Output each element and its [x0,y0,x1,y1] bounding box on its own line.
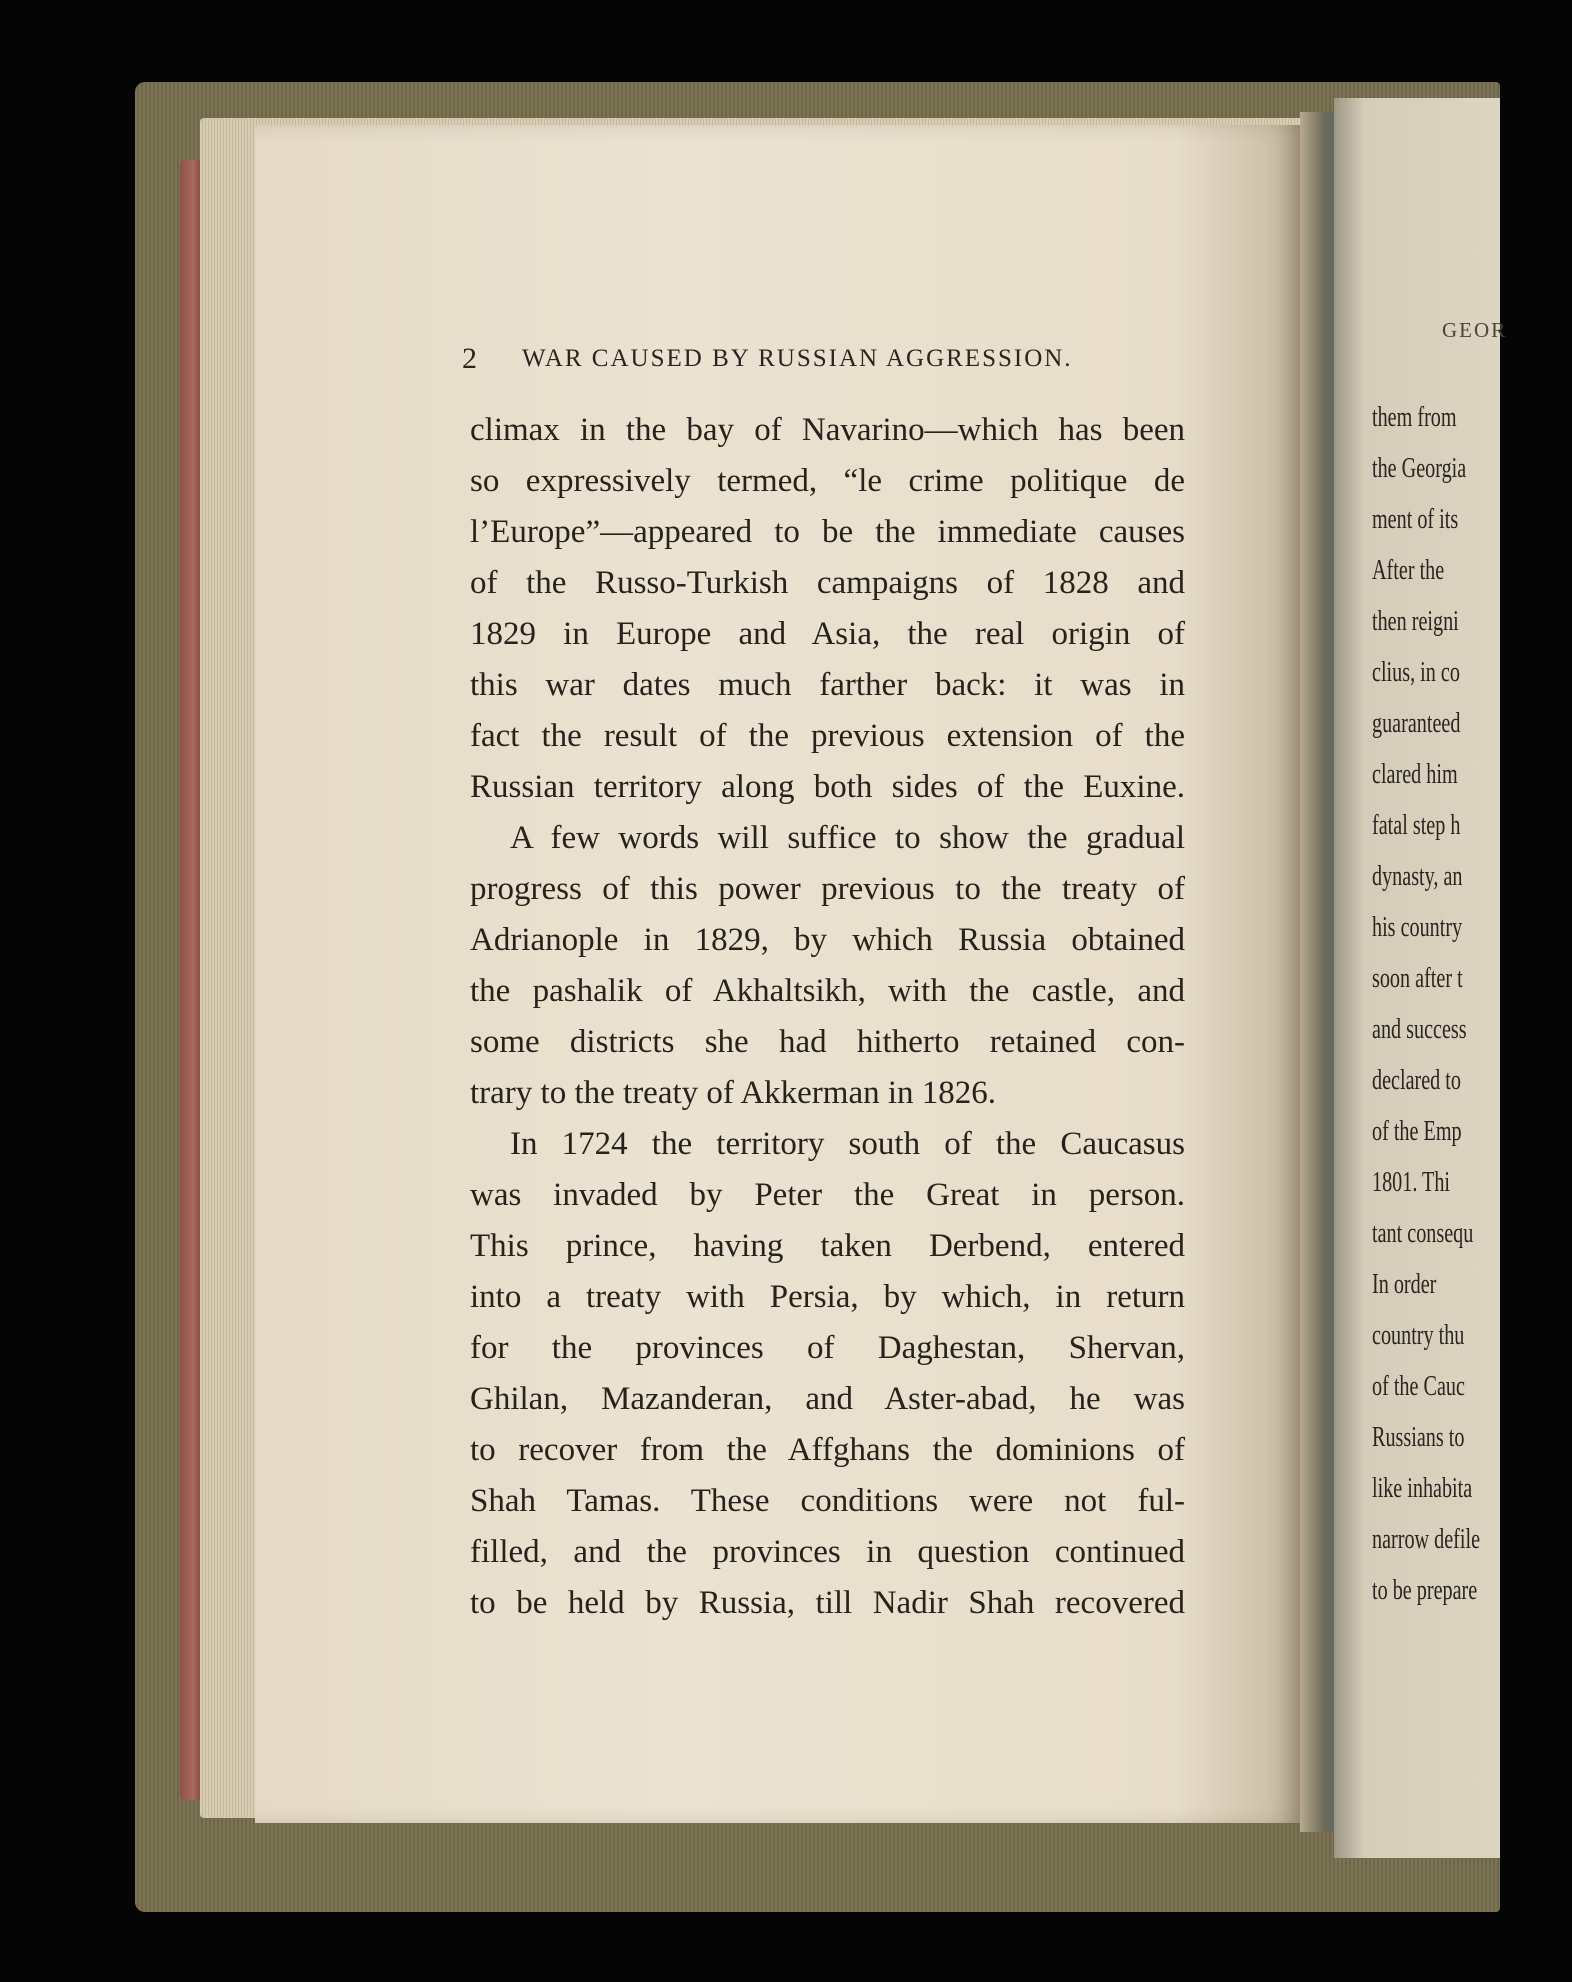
right-text-line: After the [1372,555,1445,586]
cover-edge [180,160,202,1800]
text-line: Adrianople in 1829, by which Russia obtained [470,922,1185,958]
right-text-line: of the Emp [1372,1116,1462,1147]
right-text-line: ment of its [1372,504,1459,535]
text-line: for the provinces of Daghestan, Shervan, [470,1330,1185,1366]
page-number: 2 [462,342,477,375]
right-text-line: fatal step h [1372,810,1461,841]
text-line: so expressively termed, “le crime politique de [470,463,1185,499]
text-line: A few words will suffice to show the gradual [510,820,1185,856]
text-line: l’Europe”—appeared to be the immediate causes [470,514,1185,550]
body-text [470,405,1185,1629]
right-text-line: declared to [1372,1065,1461,1096]
text-line: Shah Tamas. These conditions were not ful- [470,1483,1185,1519]
right-text-line: them from [1372,402,1457,433]
right-page-text [1372,392,1572,1616]
right-text-line: the Georgia [1372,453,1467,484]
text-line: filled, and the provinces in question continued [470,1534,1185,1570]
right-text-line: 1801. Thi [1372,1167,1451,1198]
right-text-line: Russians to [1372,1422,1465,1453]
text-line: 1829 in Europe and Asia, the real origin of [470,616,1185,652]
right-text-line: tant consequ [1372,1218,1474,1249]
right-text-line: clared him [1372,759,1458,790]
text-line: this war dates much farther back: it was in [470,667,1185,703]
text-line: into a treaty with Persia, by which, in return [470,1279,1185,1315]
right-text-line: like inhabita [1372,1473,1473,1504]
text-line: some districts she had hitherto retained con- [470,1024,1185,1060]
right-text-line: In order [1372,1269,1437,1300]
right-text-line: then reigni [1372,606,1459,637]
right-text-line: dynasty, an [1372,861,1463,892]
right-text-line: guaranteed [1372,708,1461,739]
right-text-line: country thu [1372,1320,1465,1351]
right-text-line: and success [1372,1014,1467,1045]
text-line: Ghilan, Mazanderan, and Aster-abad, he was [470,1381,1185,1417]
text-line: of the Russo-Turkish campaigns of 1828 and [470,565,1185,601]
text-line: progress of this power previous to the treaty of [470,871,1185,907]
text-line: This prince, having taken Derbend, entered [470,1228,1185,1264]
text-line: climax in the bay of Navarino—which has been [470,412,1185,448]
text-line: trary to the treaty of Akkerman in 1826. [470,1075,997,1111]
right-running-head: GEOR [1442,318,1508,342]
text-line: to recover from the Affghans the dominions of [470,1432,1185,1468]
running-head: WAR CAUSED BY RUSSIAN AGGRESSION. [522,345,1073,372]
right-text-line: clius, in co [1372,657,1460,688]
right-text-line: narrow defile [1372,1524,1481,1555]
right-text-line: to be prepare [1372,1575,1478,1606]
text-line: to be held by Russia, till Nadir Shah recovered [470,1585,1185,1621]
right-text-line: his country [1372,912,1463,943]
text-line: fact the result of the previous extension of the [470,718,1185,754]
right-text-line: of the Cauc [1372,1371,1465,1402]
right-text-line: soon after t [1372,963,1463,994]
text-line: In 1724 the territory south of the Caucasus [510,1126,1185,1162]
text-line: Russian territory along both sides of the Euxine. [470,769,1185,805]
text-line: the pashalik of Akhaltsikh, with the castle, and [470,973,1185,1009]
text-line: was invaded by Peter the Great in person. [470,1177,1185,1213]
